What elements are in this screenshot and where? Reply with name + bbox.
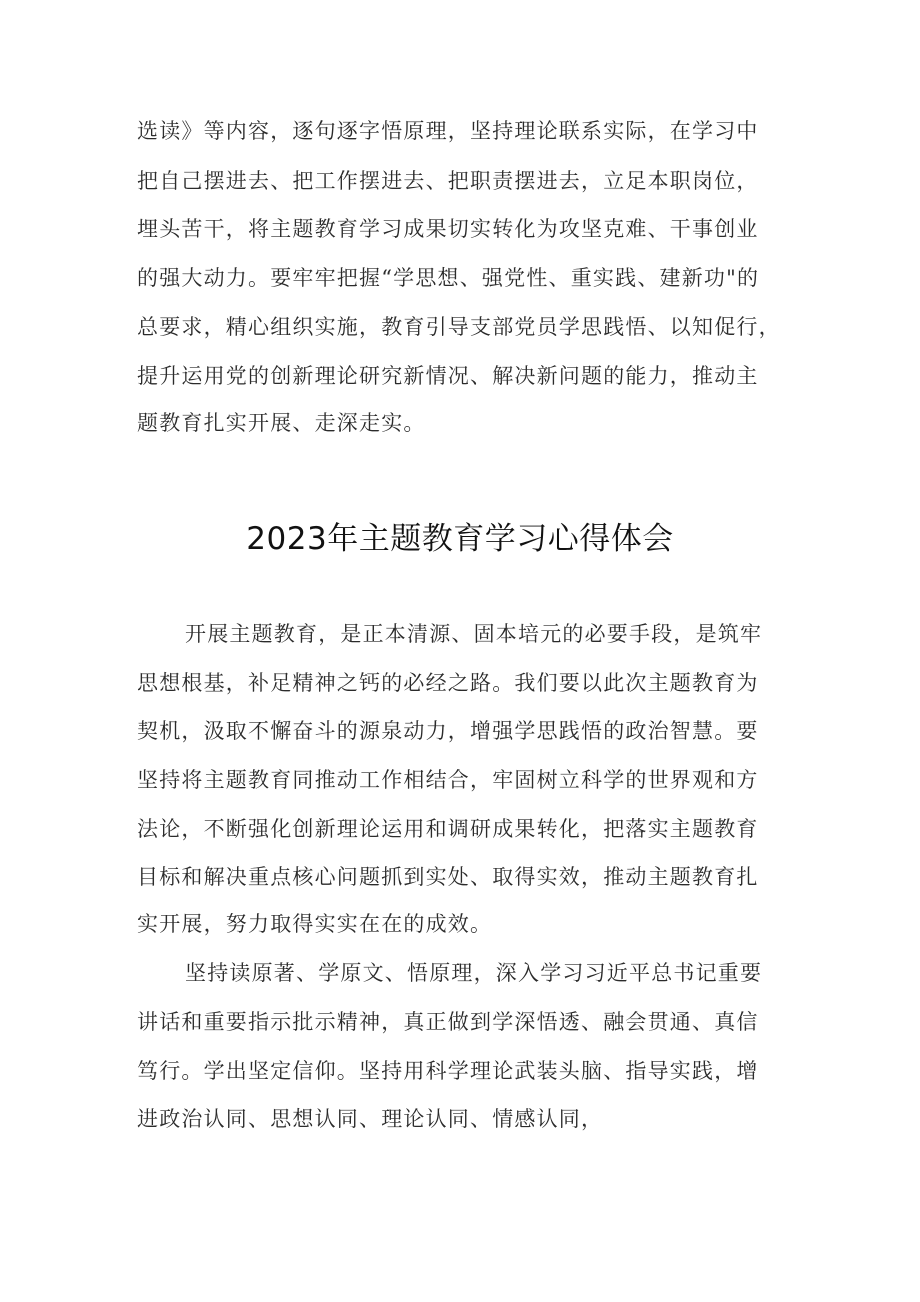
text-line: 提升运用党的创新理论研究新情况、解决新问题的能力，推动主 <box>137 364 759 388</box>
text-line: 笃行。学出坚定信仰。坚持用科学理论武装头脑、指导实践，增 <box>137 1059 759 1083</box>
text-line: 坚持将主题教育同推动工作相结合，牢固树立科学的世界观和方 <box>137 768 759 792</box>
text-line: 把自己摆进去、把工作摆进去、把职责摆进去，立足本职岗位， <box>137 169 759 193</box>
text-line: 总要求，精心组织实施，教育引导支部党员学思践悟、以知促行， <box>137 315 781 339</box>
text-line: 进政治认同、思想认同、理论认同、情感认同， <box>137 1107 604 1131</box>
text-line: 选读》等内容，逐句逐字悟原理，坚持理论联系实际，在学习中 <box>137 119 759 143</box>
text-line: 思想根基，补足精神之钙的必经之路。我们要以此次主题教育为 <box>137 671 759 695</box>
text-line: 坚持读原著、学原文、悟原理，深入学习习近平总书记重要 <box>185 961 763 985</box>
document-title: 2023年主题教育学习心得体会 <box>246 521 674 557</box>
text-line: 埋头苦干，将主题教育学习成果切实转化为攻坚克难、干事创业 <box>137 217 759 241</box>
text-line: 题教育扎实开展、走深走实。 <box>137 411 426 435</box>
text-line: 法论，不断强化创新理论运用和调研成果转化，把落实主题教育 <box>137 817 759 841</box>
text-line: 契机，汲取不懈奋斗的源泉动力，增强学思践悟的政治智慧。要 <box>137 719 759 743</box>
text-line: 的强大动力。要牢牢把握“学思想、强党性、重实践、建新功"的 <box>137 266 760 290</box>
text-line: 实开展，努力取得实实在在的成效。 <box>137 912 493 936</box>
text-line: 讲话和重要指示批示精神，真正做到学深悟透、融会贯通、真信 <box>137 1010 759 1034</box>
text-line: 目标和解决重点核心问题抓到实处、取得实效，推动主题教育扎 <box>137 865 759 889</box>
text-line: 开展主题教育，是正本清源、固本培元的必要手段，是筑牢 <box>185 622 763 646</box>
